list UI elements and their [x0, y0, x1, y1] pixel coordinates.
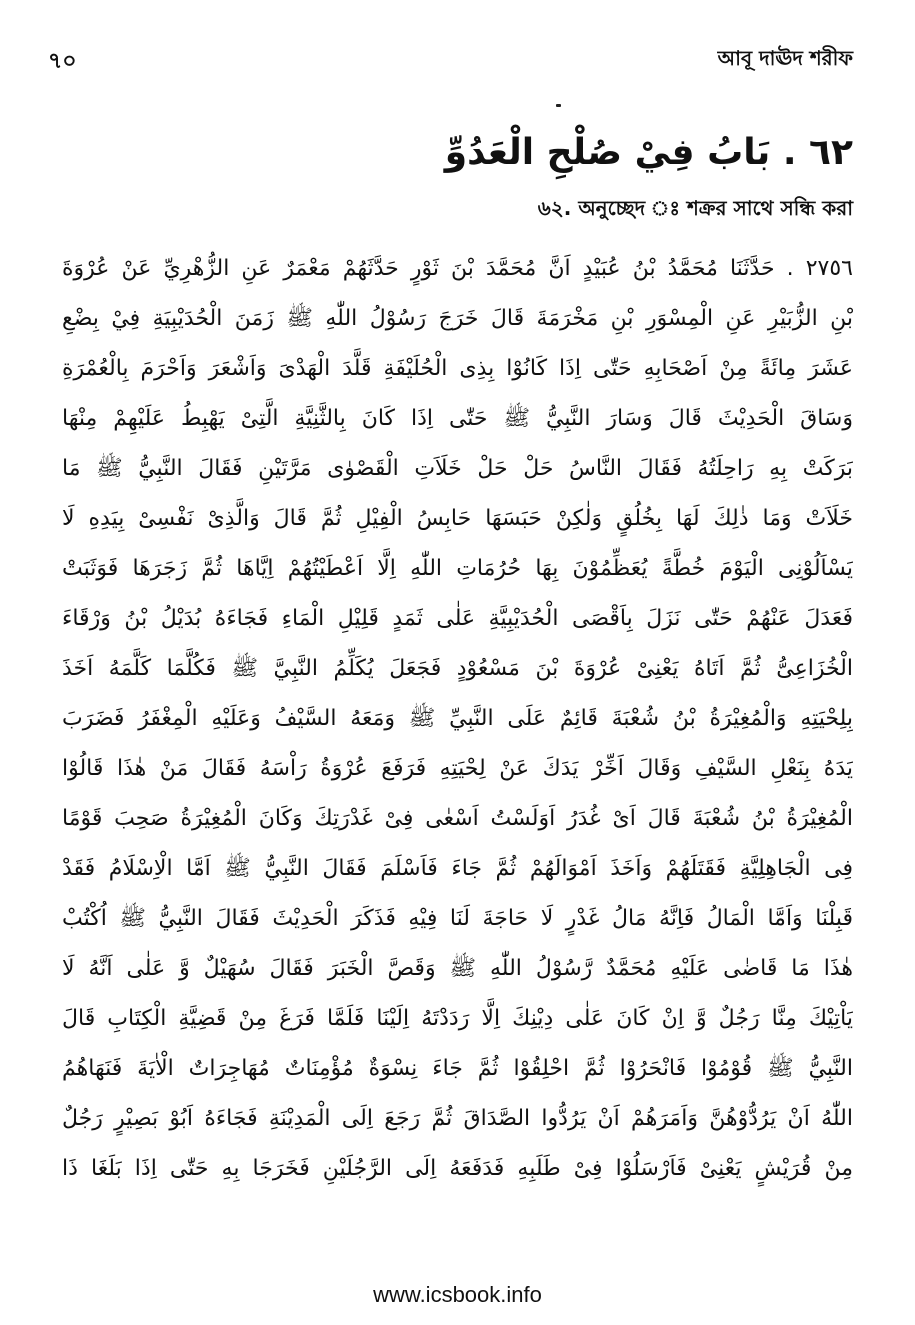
- hadith-line: خَلَاَتْ وَمَا ذٰلِكَ لَهَا بِخُلُقٍ وَلٰكِنْ حَبَسَهَا حَابِسُ الْفِيْلِ ثُمَّ قَالَ وَالَّذِىْ نَفْسِىْ بِيَدِهِ لَا: [62, 506, 853, 531]
- hadith-line: قَبِلْنَا وَاَمَّا الْمَالُ فَاِنَّهُ مَالُ غَدْرٍ لَا حَاجَةَ لَنَا فِيْهِ فَذَكَرَ الْحَدِيْثَ فَقَالَ النَّبِيُّ ﷺ اُكْتُبْ: [62, 906, 853, 931]
- hadith-line: فِى الْجَاهِلِيَّةِ فَقَتَلَهُمْ وَاَخَذَ اَمْوَالَهُمْ ثُمَّ جَاءَ فَاَسْلَمَ فَقَالَ النَّبِيُّ ﷺ اَمَّا الْاِسْلَامُ فَقَدْ: [62, 856, 853, 881]
- hadith-line: بَرَكَتْ بِهِ رَاحِلَتُهُ فَقَالَ النَّاسُ حَلْ حَلْ خَلَاَتِ الْقَصْوٰى مَرَّتَيْنِ فَقَالَ النَّبِيُّ ﷺ مَا: [62, 456, 853, 481]
- hadith-line: ٢٧٥٦ . حَدَّثَنَا مُحَمَّدُ بْنُ عُبَيْدٍ اَنَّ مُحَمَّدَ بْنَ ثَوْرٍ حَدَّثَهُمْ مَعْمَرٌ عَنِ الزُّهْرِيِّ عَنْ عُرْوَةَ: [62, 256, 853, 281]
- hadith-line: [62, 1194, 853, 1244]
- hadith-line: اللّٰهُ اَنْ يَرُدُّوْهُنَّ وَاَمَرَهُمْ اَنْ يَرُدُّوا الصَّدَاقَ ثُمَّ رَجَعَ اِلَى الْمَدِيْنَةِ فَجَاءَهُ اَبُوْ بَصِيْرٍ رَجُلٌ: [62, 1106, 853, 1131]
- footer-url: www.icsbook.info: [373, 1282, 542, 1307]
- book-title: আবূ দাঊদ শরীফ: [717, 46, 853, 70]
- hadith-line: النَّبِيُّ ﷺ قُوْمُوْا فَانْحَرُوْا ثُمَّ احْلِقُوْا ثُمَّ جَاءَ نِسْوَةٌ مُؤْمِنَاتٌ مُهَاجِرَاتٌ الْاٰيَةَ فَنَهَاهُمُ: [62, 1056, 853, 1081]
- hadith-line: يَدَهُ بِنَعْلِ السَّيْفِ وَقَالَ اَخِّرْ يَدَكَ عَنْ لِحْيَتِهِ فَرَفَعَ عُرْوَةُ رَاْسَهُ فَقَالَ مَنْ هٰذَا قَالُوْا: [62, 756, 853, 781]
- hadith-line: عَشَرَ مِائَةً مِنْ اَصْحَابِهِ حَتّٰى اِذَا كَانُوْا بِذِى الْحُلَيْفَةِ قَلَّدَ الْهَدْىَ وَاَشْعَرَ وَاَحْرَمَ بِالْعُمْرَةِ: [62, 356, 853, 381]
- hadith-line: يَسْاَلُوْنِى الْيَوْمَ خُطَّةً يُعَظِّمُوْنَ بِهَا حُرُمَاتِ اللّٰهِ اِلَّا اَعْطَيْتُهُمْ اِيَّاهَا ثُمَّ زَجَرَهَا فَوَثَبَتْ: [62, 556, 853, 581]
- hadith-line: بْنِ الزُّبَيْرِ عَنِ الْمِسْوَرِ بْنِ مَخْرَمَةَ قَالَ خَرَجَ رَسُوْلُ اللّٰهِ ﷺ زَمَنَ الْحُدَيْبِيَةِ فِيْ بِضْعِ: [62, 306, 853, 331]
- hadith-line: يَاْتِيْكَ مِنَّا رَجُلٌ وَّ اِنْ كَانَ عَلٰى دِيْنِكَ اِلَّا رَدَدْتَهُ اِلَيْنَا فَلَمَّا فَرَغَ مِنْ قَضِيَّةِ الْكِتَابِ قَالَ: [62, 1006, 853, 1031]
- page-number: ৭০: [48, 49, 77, 74]
- hadith-line: وَسَاقَ الْحَدِيْثَ قَالَ وَسَارَ النَّبِيُّ ﷺ حَتّٰى اِذَا كَانَ بِالثَّنِيَّةِ الَّتِىْ يَهْبِطُ عَلَيْهِمْ مِنْهَا: [62, 406, 853, 431]
- hadith-line: بِلِحْيَتِهِ وَالْمُغِيْرَةُ بْنُ شُعْبَةَ قَائِمٌ عَلَى النَّبِيِّ ﷺ وَمَعَهُ السَّيْفُ وَعَلَيْهِ الْمِغْفَرُ فَضَرَبَ: [62, 706, 853, 731]
- hadith-line: الْخُزَاعِىُّ ثُمَّ اَتَاهُ يَعْنِىْ عُرْوَةَ بْنَ مَسْعُوْدٍ فَجَعَلَ يُكَلِّمُ النَّبِيَّ ﷺ فَكُلَّمَا كَلَّمَهُ اَخَذَ: [62, 656, 853, 681]
- hadith-line: مِنْ قُرَيْشٍ يَعْنِىْ فَاَرْسَلُوْا فِىْ طَلَبِهِ فَدَفَعَهُ اِلَى الرَّجُلَيْنِ فَخَرَجَا بِهِ حَتّٰى اِذَا بَلَغَا ذَا: [62, 1156, 853, 1181]
- hadith-line: الْمُغِيْرَةُ بْنُ شُعْبَةَ قَالَ اَىْ غُدَرُ اَوَلَسْتُ اَسْعٰى فِىْ غَدْرَتِكَ وَكَانَ الْمُغِيْرَةُ صَحِبَ قَوْمًا: [62, 806, 853, 831]
- decorative-speck: [556, 104, 561, 107]
- chapter-heading-bengali: ৬২. অনুচ্ছেদ ঃ শক্রর সাথে সন্ধি করা: [537, 196, 853, 220]
- hadith-text: [62, 244, 853, 1244]
- chapter-heading-arabic: ٦٢ . بَابُ فِيْ صُلْحِ الْعَدُوِّ: [444, 132, 853, 173]
- hadith-line: هٰذَا مَا قَاضٰى عَلَيْهِ مُحَمَّدٌ رَّسُوْلُ اللّٰهِ ﷺ وَقَصَّ الْخَبَرَ فَقَالَ سُهَيْلٌ وَّ عَلٰى اَنَّهُ لَا: [62, 956, 853, 981]
- hadith-line: فَعَدَلَ عَنْهُمْ حَتّٰى نَزَلَ بِاَقْصَى الْحُدَيْبِيَّةِ عَلٰى ثَمَدٍ قَلِيْلِ الْمَاءِ فَجَاءَهُ بُدَيْلُ بْنُ وَرْقَاءَ: [62, 606, 853, 631]
